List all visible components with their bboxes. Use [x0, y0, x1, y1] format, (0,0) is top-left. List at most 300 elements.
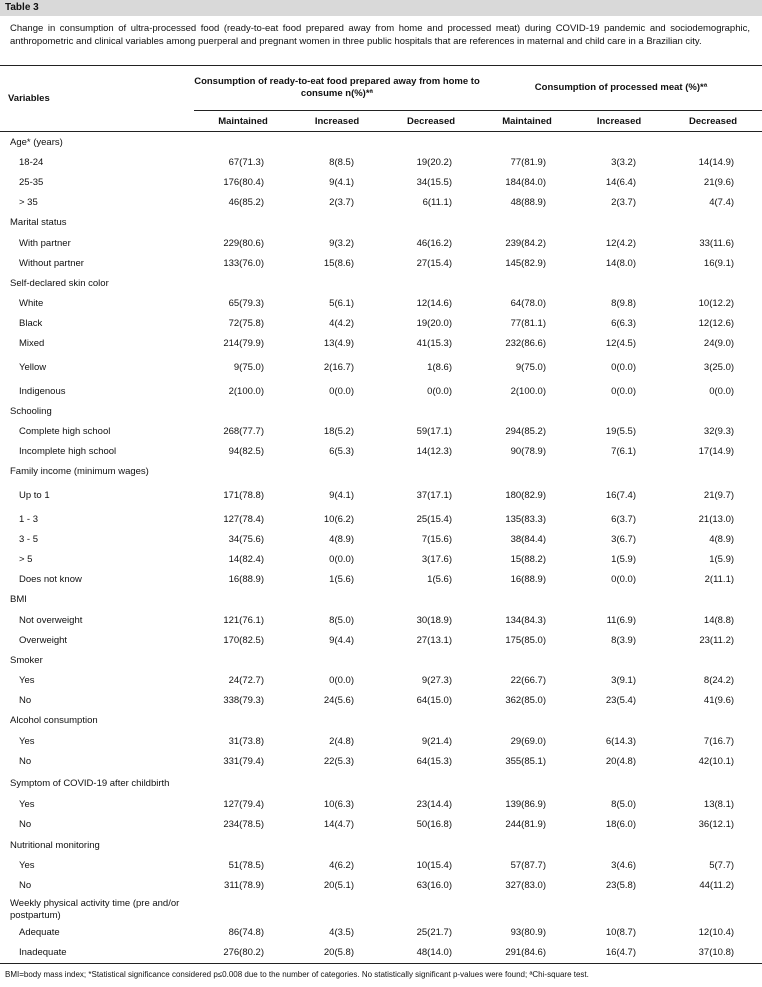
- empty-cell: [574, 273, 664, 293]
- value-cell: 20(5.8): [292, 943, 382, 964]
- value-cell: 90(78.9): [510, 446, 546, 458]
- table-row: [0, 421, 762, 441]
- col-header-decreased-2: Decreased: [664, 111, 762, 132]
- empty-cell: [574, 650, 664, 670]
- value-cell: 7(15.6): [421, 533, 452, 545]
- value-cell: 20(4.8): [605, 755, 636, 767]
- value-cell: 14(14.9): [698, 156, 735, 168]
- empty-cell: [480, 273, 574, 293]
- empty-cell: [574, 835, 664, 855]
- value-cell: 44(11.2): [699, 879, 735, 891]
- value-cell: 42(10.1): [698, 755, 735, 767]
- empty-cell: [574, 213, 664, 233]
- value-cell: 10(6.3): [323, 799, 354, 811]
- table-row: [0, 482, 762, 509]
- value-cell: 59(17.1): [416, 426, 452, 438]
- row-label: Overweight: [19, 634, 68, 646]
- value-cell: 9(3.2): [329, 237, 354, 249]
- table-row: [0, 610, 762, 630]
- value-cell: 6(3.7): [611, 513, 636, 525]
- value-cell: 12(10.4): [698, 927, 735, 939]
- col-header-maintained-2: Maintained: [480, 111, 574, 132]
- value-cell: 1(5.9): [709, 553, 735, 565]
- value-cell: 19(5.5): [605, 426, 636, 438]
- value-cell: 276(80.2): [194, 943, 292, 964]
- value-cell: 234(78.5): [223, 819, 264, 831]
- category-label: BMI: [10, 594, 27, 606]
- empty-cell: [382, 213, 480, 233]
- empty-cell: [480, 401, 574, 421]
- value-cell: 10(6.2): [323, 513, 354, 525]
- table-row: [0, 795, 762, 815]
- value-cell: 41(9.6): [703, 695, 735, 707]
- value-cell: 12(4.2): [605, 237, 636, 249]
- value-cell: 4(4.2): [329, 318, 354, 330]
- value-cell: 0(0.0): [611, 574, 636, 586]
- row-label: No: [19, 819, 32, 831]
- table-row: [0, 815, 762, 835]
- category-row: [0, 771, 762, 794]
- table-row: [0, 354, 762, 381]
- value-cell: 34(15.5): [416, 176, 452, 188]
- value-cell: 3(17.6): [421, 553, 452, 565]
- value-cell: 94(82.5): [228, 446, 264, 458]
- value-cell: 48(88.9): [510, 197, 546, 209]
- value-cell: 9(27.3): [421, 675, 452, 687]
- value-cell: 338(79.3): [223, 695, 264, 707]
- value-cell: 133(76.0): [223, 257, 264, 269]
- category-row: [0, 401, 762, 421]
- value-cell: 17(14.9): [698, 446, 735, 458]
- empty-cell: [664, 462, 762, 482]
- value-cell: 64(15.3): [416, 755, 452, 767]
- row-label: Yes: [19, 799, 35, 811]
- value-cell: 3(25.0): [703, 362, 735, 374]
- row-label: Complete high school: [19, 426, 111, 438]
- value-cell: 145(82.9): [505, 257, 546, 269]
- row-label: 3 - 5: [19, 533, 39, 545]
- value-cell: 20(5.1): [323, 879, 354, 891]
- value-cell: 9(4.1): [329, 490, 354, 501]
- value-cell: 30(18.9): [416, 614, 452, 626]
- empty-cell: [480, 213, 574, 233]
- category-row: [0, 835, 762, 855]
- empty-cell: [194, 213, 292, 233]
- value-cell: 232(86.6): [505, 338, 546, 350]
- value-cell: 4(6.2): [329, 859, 354, 871]
- category-row: [0, 462, 762, 482]
- empty-cell: [292, 835, 382, 855]
- table-row: [0, 731, 762, 751]
- variables-header: Variables: [0, 66, 194, 132]
- empty-cell: [382, 896, 480, 923]
- empty-cell: [382, 132, 480, 153]
- table-row: [0, 509, 762, 529]
- value-cell: 32(9.3): [703, 426, 735, 438]
- empty-cell: [480, 711, 574, 731]
- value-cell: 9(75.0): [515, 362, 546, 374]
- value-cell: 4(7.4): [709, 197, 735, 209]
- value-cell: 7(16.7): [703, 735, 735, 747]
- empty-cell: [292, 650, 382, 670]
- value-cell: 0(0.0): [329, 675, 354, 687]
- value-cell: 21(9.7): [703, 490, 735, 501]
- value-cell: 3(3.2): [611, 156, 636, 168]
- category-row: [0, 273, 762, 293]
- value-cell: 51(78.5): [228, 859, 264, 871]
- row-label: White: [19, 298, 44, 310]
- table-row: [0, 549, 762, 569]
- value-cell: 311(78.9): [224, 879, 264, 891]
- table-row: [0, 875, 762, 895]
- table-row: [0, 314, 762, 334]
- empty-cell: [664, 835, 762, 855]
- value-cell: 8(24.2): [703, 675, 735, 687]
- value-cell: 23(5.4): [605, 695, 636, 707]
- empty-cell: [574, 401, 664, 421]
- empty-cell: [664, 132, 762, 153]
- empty-cell: [382, 590, 480, 610]
- table-label: Table 3: [0, 0, 762, 16]
- value-cell: 9(75.0): [233, 362, 264, 374]
- col-header-maintained-1: Maintained: [194, 111, 292, 132]
- value-cell: 4(3.5): [329, 927, 354, 939]
- value-cell: 2(4.8): [329, 735, 354, 747]
- value-cell: 22(66.7): [510, 675, 546, 687]
- empty-cell: [382, 401, 480, 421]
- empty-cell: [194, 771, 292, 794]
- value-cell: 50(16.8): [416, 819, 452, 831]
- table-row: [0, 751, 762, 771]
- empty-cell: [382, 462, 480, 482]
- row-label: > 5: [19, 553, 33, 565]
- value-cell: 12(12.6): [698, 318, 735, 330]
- row-label: Inadequate: [0, 943, 194, 964]
- value-cell: 294(85.2): [505, 426, 546, 438]
- empty-cell: [480, 896, 574, 923]
- value-cell: 23(5.8): [605, 879, 636, 891]
- row-label: Yes: [19, 675, 35, 687]
- value-cell: 38(84.4): [510, 533, 546, 545]
- empty-cell: [382, 711, 480, 731]
- value-cell: 2(11.1): [704, 574, 735, 586]
- value-cell: 93(80.9): [510, 927, 546, 939]
- value-cell: 15(8.6): [323, 257, 354, 269]
- category-label: Schooling: [10, 405, 52, 417]
- empty-cell: [194, 711, 292, 731]
- value-cell: 13(8.1): [703, 799, 735, 811]
- value-cell: 244(81.9): [505, 819, 546, 831]
- empty-cell: [574, 590, 664, 610]
- value-cell: 14(82.4): [228, 553, 264, 565]
- table-row: [0, 172, 762, 192]
- value-cell: 6(11.1): [422, 197, 452, 209]
- value-cell: 10(15.4): [416, 859, 452, 871]
- value-cell: 175(85.0): [505, 634, 546, 646]
- empty-cell: [480, 590, 574, 610]
- value-cell: 2(3.7): [611, 197, 636, 209]
- empty-cell: [664, 213, 762, 233]
- table-row: [0, 193, 762, 213]
- empty-cell: [292, 711, 382, 731]
- value-cell: 14(8.0): [605, 257, 636, 269]
- value-cell: 37(10.8): [664, 943, 762, 964]
- value-cell: 46(85.2): [228, 197, 264, 209]
- value-cell: 139(86.9): [505, 799, 546, 811]
- row-label: 25-35: [19, 176, 44, 188]
- value-cell: 41(15.3): [416, 338, 452, 350]
- value-cell: 6(6.3): [611, 318, 636, 330]
- row-label: No: [19, 695, 32, 707]
- table-row: [0, 334, 762, 354]
- row-label: Does not know: [19, 574, 82, 586]
- value-cell: 291(84.6): [480, 943, 574, 964]
- row-label: Without partner: [19, 257, 84, 269]
- value-cell: 33(11.6): [699, 237, 735, 249]
- empty-cell: [480, 462, 574, 482]
- value-cell: 127(79.4): [223, 799, 264, 811]
- value-cell: 16(88.9): [228, 574, 264, 586]
- value-cell: 25(21.7): [416, 927, 452, 939]
- table-row: [0, 570, 762, 590]
- category-row: [0, 650, 762, 670]
- empty-cell: [382, 273, 480, 293]
- category-label: Symptom of COVID-19 after childbirth: [10, 777, 170, 789]
- row-label: > 35: [19, 197, 38, 209]
- value-cell: 21(13.0): [698, 513, 735, 525]
- value-cell: 214(79.9): [223, 338, 264, 350]
- value-cell: 3(9.1): [611, 675, 636, 687]
- value-cell: 8(5.0): [329, 614, 354, 626]
- empty-cell: [664, 711, 762, 731]
- value-cell: 180(82.9): [505, 490, 546, 501]
- row-label: Mixed: [19, 338, 45, 350]
- value-cell: 229(80.6): [223, 237, 264, 249]
- category-label: Age* (years): [10, 136, 63, 148]
- value-cell: 86(74.8): [228, 927, 264, 939]
- value-cell: 362(85.0): [505, 695, 546, 707]
- empty-cell: [292, 771, 382, 794]
- value-cell: 331(79.4): [223, 755, 264, 767]
- empty-cell: [480, 771, 574, 794]
- value-cell: 3(4.6): [611, 859, 636, 871]
- table-row: [0, 691, 762, 711]
- empty-cell: [664, 650, 762, 670]
- empty-cell: [292, 401, 382, 421]
- value-cell: 77(81.1): [510, 318, 546, 330]
- col-header-increased-2: Increased: [574, 111, 664, 132]
- empty-cell: [194, 132, 292, 153]
- category-row: [0, 711, 762, 731]
- empty-cell: [194, 462, 292, 482]
- empty-cell: [574, 462, 664, 482]
- empty-cell: [292, 132, 382, 153]
- empty-cell: [382, 650, 480, 670]
- row-label: No: [19, 879, 32, 891]
- value-cell: 22(5.3): [323, 755, 354, 767]
- table-row: [0, 253, 762, 273]
- value-cell: 3(6.7): [611, 533, 636, 545]
- value-cell: 1(8.6): [427, 362, 452, 374]
- value-cell: 2(100.0): [510, 385, 546, 397]
- value-cell: 14(4.7): [323, 819, 354, 831]
- category-label: Weekly physical activity time (pre and/or postpartum): [10, 897, 180, 921]
- empty-cell: [194, 590, 292, 610]
- value-cell: 8(3.9): [611, 634, 636, 646]
- category-label: Marital status: [10, 217, 67, 229]
- empty-cell: [664, 273, 762, 293]
- value-cell: 0(0.0): [611, 385, 636, 397]
- empty-cell: [574, 896, 664, 923]
- value-cell: 36(12.1): [698, 819, 735, 831]
- value-cell: 0(0.0): [329, 385, 354, 397]
- value-cell: 19(20.2): [416, 156, 452, 168]
- empty-cell: [292, 273, 382, 293]
- empty-cell: [664, 401, 762, 421]
- empty-cell: [292, 896, 382, 923]
- value-cell: 176(80.4): [223, 176, 264, 188]
- value-cell: 121(76.1): [223, 614, 264, 626]
- value-cell: 327(83.0): [505, 879, 546, 891]
- value-cell: 4(8.9): [709, 533, 735, 545]
- row-label: 18-24: [19, 156, 44, 168]
- empty-cell: [382, 835, 480, 855]
- table-row: [0, 943, 762, 964]
- table-row: [0, 294, 762, 314]
- category-row: [0, 896, 762, 923]
- value-cell: 9(4.4): [329, 634, 354, 646]
- row-label: Not overweight: [19, 614, 83, 626]
- value-cell: 268(77.7): [223, 426, 264, 438]
- value-cell: 1(5.6): [329, 574, 354, 586]
- value-cell: 18(6.0): [605, 819, 636, 831]
- value-cell: 23(11.2): [699, 634, 735, 646]
- empty-cell: [480, 650, 574, 670]
- value-cell: 0(0.0): [427, 385, 452, 397]
- value-cell: 171(78.8): [223, 490, 264, 501]
- value-cell: 16(7.4): [605, 490, 636, 501]
- value-cell: 25(15.4): [416, 513, 452, 525]
- value-cell: 0(0.0): [611, 362, 636, 374]
- empty-cell: [194, 896, 292, 923]
- value-cell: 1(5.6): [427, 574, 452, 586]
- empty-cell: [382, 771, 480, 794]
- value-cell: 5(7.7): [709, 859, 735, 871]
- value-cell: 8(5.0): [611, 799, 636, 811]
- table-row: [0, 630, 762, 650]
- value-cell: 14(6.4): [605, 176, 636, 188]
- group-header-processed-meat: Consumption of processed meat (%)*ª: [480, 66, 762, 111]
- value-cell: 29(69.0): [510, 735, 546, 747]
- value-cell: 2(16.7): [323, 362, 354, 374]
- value-cell: 2(3.7): [329, 197, 354, 209]
- empty-cell: [664, 590, 762, 610]
- value-cell: 10(12.2): [698, 298, 735, 310]
- value-cell: 134(84.3): [505, 614, 546, 626]
- table-body: [0, 132, 762, 964]
- row-label: 1 - 3: [19, 513, 39, 525]
- empty-cell: [574, 771, 664, 794]
- value-cell: 15(88.2): [510, 553, 546, 565]
- category-label: Nutritional monitoring: [10, 839, 100, 851]
- value-cell: 64(78.0): [510, 298, 546, 310]
- value-cell: 12(14.6): [416, 298, 452, 310]
- value-cell: 27(13.1): [416, 634, 452, 646]
- empty-cell: [664, 896, 762, 923]
- value-cell: 2(100.0): [228, 385, 264, 397]
- value-cell: 8(8.5): [329, 156, 354, 168]
- empty-cell: [480, 132, 574, 153]
- category-row: [0, 590, 762, 610]
- value-cell: 77(81.9): [510, 156, 546, 168]
- value-cell: 21(9.6): [703, 176, 735, 188]
- empty-cell: [194, 273, 292, 293]
- value-cell: 16(9.1): [703, 257, 735, 269]
- row-label: Indigenous: [19, 385, 66, 397]
- category-label: Family income (minimum wages): [10, 466, 149, 478]
- value-cell: 11(6.9): [606, 614, 636, 626]
- value-cell: 72(75.8): [228, 318, 264, 330]
- value-cell: 1(5.9): [611, 553, 636, 565]
- col-header-decreased-1: Decreased: [382, 111, 480, 132]
- col-header-increased-1: Increased: [292, 111, 382, 132]
- value-cell: 19(20.0): [416, 318, 452, 330]
- value-cell: 184(84.0): [505, 176, 546, 188]
- table-row: [0, 923, 762, 943]
- data-table: [0, 65, 762, 964]
- row-label: Yes: [19, 735, 35, 747]
- value-cell: 8(9.8): [611, 298, 636, 310]
- value-cell: 7(6.1): [611, 446, 636, 458]
- category-row: [0, 213, 762, 233]
- value-cell: 10(8.7): [605, 927, 636, 939]
- empty-cell: [574, 711, 664, 731]
- value-cell: 37(17.1): [416, 490, 452, 501]
- table-row: [0, 442, 762, 462]
- value-cell: 14(8.8): [703, 614, 735, 626]
- value-cell: 23(14.4): [416, 799, 452, 811]
- value-cell: 239(84.2): [505, 237, 546, 249]
- value-cell: 64(15.0): [416, 695, 452, 707]
- value-cell: 9(4.1): [329, 176, 354, 188]
- value-cell: 24(5.6): [323, 695, 354, 707]
- table-row: [0, 671, 762, 691]
- value-cell: 31(73.8): [228, 735, 264, 747]
- value-cell: 12(4.5): [605, 338, 636, 350]
- category-row: [0, 132, 762, 153]
- empty-cell: [664, 771, 762, 794]
- empty-cell: [292, 590, 382, 610]
- value-cell: 63(16.0): [416, 879, 452, 891]
- value-cell: 16(4.7): [574, 943, 664, 964]
- empty-cell: [574, 132, 664, 153]
- value-cell: 57(87.7): [510, 859, 546, 871]
- value-cell: 18(5.2): [323, 426, 354, 438]
- empty-cell: [480, 835, 574, 855]
- value-cell: 355(85.1): [505, 755, 546, 767]
- value-cell: 5(6.1): [329, 298, 354, 310]
- row-label: Black: [19, 318, 43, 330]
- value-cell: 0(0.0): [709, 385, 735, 397]
- empty-cell: [194, 835, 292, 855]
- value-cell: 16(88.9): [510, 574, 546, 586]
- table-row: [0, 529, 762, 549]
- row-label: With partner: [19, 237, 71, 249]
- row-label: No: [19, 755, 32, 767]
- value-cell: 24(9.0): [703, 338, 735, 350]
- value-cell: 14(12.3): [416, 446, 452, 458]
- row-label: Up to 1: [19, 490, 50, 501]
